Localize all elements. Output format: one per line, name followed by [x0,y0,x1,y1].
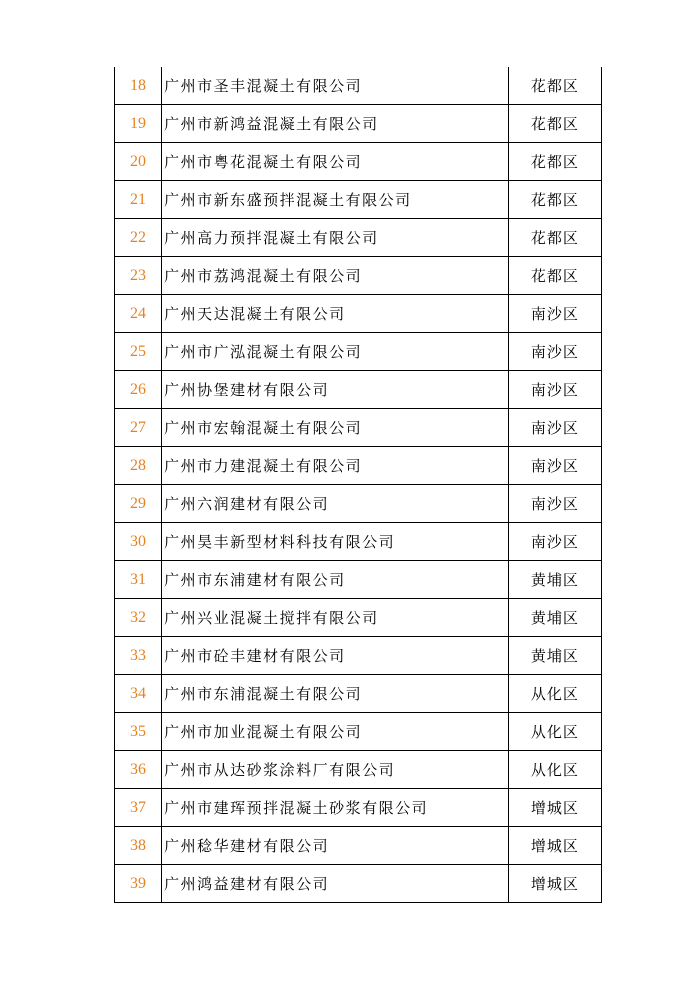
company-name: 广州市从达砂浆涂料厂有限公司 [162,751,509,789]
district-name: 增城区 [508,865,601,903]
company-name: 广州市宏翰混凝土有限公司 [162,409,509,447]
company-name: 广州六润建材有限公司 [162,485,509,523]
district-name: 南沙区 [508,447,601,485]
table-row [115,637,602,675]
table-row [115,181,602,219]
table-row [115,409,602,447]
company-name: 广州市东浦混凝土有限公司 [162,675,509,713]
row-number: 33 [115,637,162,675]
table-row [115,485,602,523]
company-name: 广州市荔鸿混凝土有限公司 [162,257,509,295]
company-name: 广州市力建混凝土有限公司 [162,447,509,485]
district-name: 从化区 [508,713,601,751]
row-number: 21 [115,181,162,219]
table-row [115,751,602,789]
company-table [114,67,602,903]
row-number: 22 [115,219,162,257]
row-number: 29 [115,485,162,523]
row-number: 38 [115,827,162,865]
district-name: 黄埔区 [508,599,601,637]
table-row [115,865,602,903]
district-name: 南沙区 [508,409,601,447]
row-number: 32 [115,599,162,637]
row-number: 25 [115,333,162,371]
row-number: 23 [115,257,162,295]
table-row [115,67,602,105]
row-number: 27 [115,409,162,447]
company-name: 广州市东浦建材有限公司 [162,561,509,599]
district-name: 花都区 [508,67,601,105]
table-row [115,789,602,827]
row-number: 34 [115,675,162,713]
table-row [115,333,602,371]
table-row [115,675,602,713]
district-name: 黄埔区 [508,561,601,599]
district-name: 花都区 [508,257,601,295]
company-name: 广州稔华建材有限公司 [162,827,509,865]
row-number: 30 [115,523,162,561]
company-name: 广州昊丰新型材料科技有限公司 [162,523,509,561]
company-name: 广州市圣丰混凝土有限公司 [162,67,509,105]
company-table-body [115,67,602,903]
table-row [115,105,602,143]
district-name: 南沙区 [508,371,601,409]
district-name: 黄埔区 [508,637,601,675]
company-name: 广州市广泓混凝土有限公司 [162,333,509,371]
district-name: 花都区 [508,143,601,181]
company-name: 广州市建珲预拌混凝土砂浆有限公司 [162,789,509,827]
district-name: 南沙区 [508,295,601,333]
district-name: 南沙区 [508,333,601,371]
table-row [115,599,602,637]
company-name: 广州市新东盛预拌混凝土有限公司 [162,181,509,219]
table-row [115,143,602,181]
company-name: 广州天达混凝土有限公司 [162,295,509,333]
table-row [115,371,602,409]
row-number: 36 [115,751,162,789]
company-name: 广州市加业混凝土有限公司 [162,713,509,751]
district-name: 花都区 [508,181,601,219]
table-row [115,713,602,751]
row-number: 28 [115,447,162,485]
row-number: 19 [115,105,162,143]
district-name: 花都区 [508,219,601,257]
company-name: 广州市新鸿益混凝土有限公司 [162,105,509,143]
company-name: 广州协堡建材有限公司 [162,371,509,409]
row-number: 35 [115,713,162,751]
company-name: 广州市砼丰建材有限公司 [162,637,509,675]
district-name: 增城区 [508,827,601,865]
district-name: 南沙区 [508,523,601,561]
table-row [115,447,602,485]
table-row [115,219,602,257]
company-name: 广州高力预拌混凝土有限公司 [162,219,509,257]
row-number: 18 [115,67,162,105]
row-number: 24 [115,295,162,333]
district-name: 增城区 [508,789,601,827]
row-number: 39 [115,865,162,903]
district-name: 花都区 [508,105,601,143]
table-row [115,827,602,865]
district-name: 南沙区 [508,485,601,523]
district-name: 从化区 [508,675,601,713]
table-row [115,561,602,599]
row-number: 20 [115,143,162,181]
row-number: 31 [115,561,162,599]
table-row [115,295,602,333]
company-name: 广州市粤花混凝土有限公司 [162,143,509,181]
table-row [115,257,602,295]
company-name: 广州鸿益建材有限公司 [162,865,509,903]
table-row [115,523,602,561]
row-number: 26 [115,371,162,409]
company-name: 广州兴业混凝土搅拌有限公司 [162,599,509,637]
district-name: 从化区 [508,751,601,789]
row-number: 37 [115,789,162,827]
